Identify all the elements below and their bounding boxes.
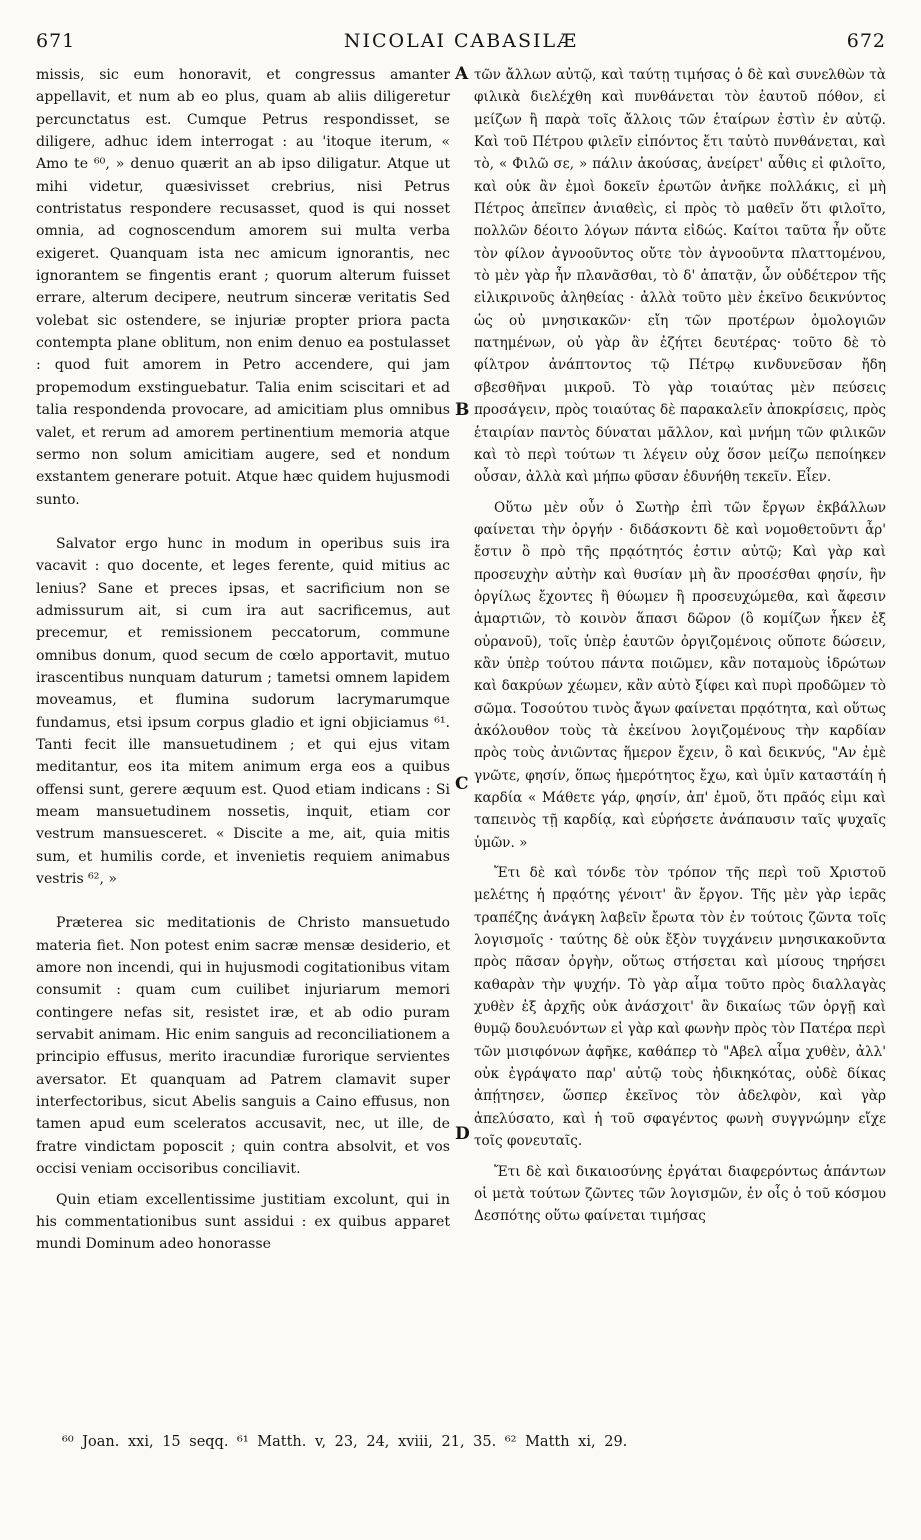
section-marker-b: B <box>455 400 470 420</box>
latin-paragraph: missis, sic eum honoravit, et congressus amanter appellavit, et num ab eo plus, quam ab aliis diligeretur percunctatus est. Cumque Petrus respondisset, se diligere, adhuc idem interrogat : au 'itoque iterum, « Amo te ⁶⁰, » denuo quærit an ab ipso diligatur. Atque ut mihi videtur, quæsivisset crebrius, nisi Petrus contristatus respondere recusasset, quod is qui nosset omnia, ad cognoscendum amorem sui multa verba exigeret. Quanquam ista nec amicum ignorantis, nec ignorantem se fingentis erant ; quorum alterum fuisset errare, alterum decipere, neutrum sinceræ veritatis Sed volebat sic ostendere, se injuriæ propter priora pacta contempta plane oblitum, non enim denuo ea postulasset : quod fuit amorem in Petro accendere, qui jam propemodum exstinguebatur. Talia enim sciscitari et ad talia respondenda provocare, ad amicitiam plus omnibus valet, et rerum ad amorem pertinentium memoria atque sermo non solum amicitiam augere, sed et nondum exstantem generare potuit. Atque hæc quidem hujusmodi sunto. <box>36 67 450 508</box>
greek-paragraph: Ἔτι δὲ καὶ τόνδε τὸν τρόπον τῆς περὶ τοῦ Χριστοῦ μελέτης ἡ πρᾳότης γένοιτ' ἂν ἔργον. Τῆς μὲν γὰρ ἱερᾶς τραπέζης ἀνάγκη λαβεῖν ἔρωτα τὸν ἐν τούτοις ζῶντα τοῖς λογισμοῖς · ταύτης δὲ οὐκ ἔξὸν τυγχάνειν μνησικακοῦντα πρὸς πᾶσαν ὀργὴν, οὕτως στήσεται καὶ μίσους τηρήσει καθαρὰν τὴν ψυχήν. Τὸ γὰρ αἷμα τοῦτο πρὸς διαλλαγὰς χυθὲν ἐξ ἀρχῆς οὐκ ἀνάσχοιτ' ἂν δικαίως τῶν ὀργῇ καὶ θυμῷ δουλευόντων εἰ γὰρ καὶ φωνὴν πρὸς τὸν Πατέρα περὶ τῶν μισιφόνων ἀφῆκε, καθάπερ τὸ "Αβελ αἷμα χυθὲν, ἀλλ' οὐκ ἐγράψατο παρ' αὐτῷ τοὺς ἠδικηκότας, οὐδὲ δίκας ἀπῄτησεν, ὥσπερ ἐκεῖνος τὸν ἀδελφὸν, καὶ γὰρ ἀπελύσατο, καὶ ἡ τοῦ σφαγέντος φωνὴ συγγνώμην εἴχε τοῖς φονευταῖς. <box>474 865 886 1150</box>
greek-paragraph: Οὕτω μὲν οὖν ὁ Σωτὴρ ἐπὶ τῶν ἔργων ἐκβάλλων φαίνεται τὴν ὀργήν · διδάσκοντι δὲ καὶ νομοθετοῦντι ἆρ' ἔστιν ὃ πρὸ τῆς πρᾳότητός ἐστιν αὐτῷ; Καὶ γὰρ καὶ προσευχὴν αὐτὴν καὶ θυσίαν μὴ ἂν προσέσθαι φησίν, ἣν ὀργίλως ἔχοντες ἢ θύωμεν ἢ προσευχώμεθα, καὶ ἄφεσιν ἁμαρτιῶν, τὸ κοινὸν ἅπασι δῶρον (ὃ κομίζων ἧκεν ἐξ οὐρανοῦ), τοῖς ὑπὲρ ἑαυτῶν ὀργιζομένοις οὔποτε δώσειν, κἂν ὑπὲρ τούτου πάντα ποιῶμεν, κἂν ποταμοὺς ἱδρώτων καὶ δακρύων χέωμεν, κἂν αὐτὸ ξίφει καὶ πυρὶ προδῶμεν τὸ σῶμα. Τοσούτου τινὸς ἄγων φαίνεται πρᾳότητα, καὶ οὕτως ἀκόλουθον τοὺς τὰ ἐκείνου λογιζομένους τὴν καρδίαν πρὸς τοὺς ἀνιῶντας ἥμερον ἔχειν, ὃ καὶ δεικνύς, "Αν ἐμὲ γνῶτε, φησίν, ὅπως ἡμερότητος ἔχω, καὶ ὑμῖν καταστάίη ἡ καρδία « Μάθετε γάρ, φησίν, ἀπ' ἐμοῦ, ὅτι πρᾶός εἰμι καὶ ταπεινὸς τῇ καρδίᾳ, καὶ εὑρήσετε ἀνάπαυσιν ταῖς ψυχαῖς ὑμῶν. » <box>474 499 886 851</box>
section-marker-c: C <box>455 774 469 794</box>
page-number-right: 672 <box>846 30 886 52</box>
greek-column <box>474 64 886 1228</box>
greek-paragraph: Ἔτι δὲ καὶ δικαιοσύνης ἐργάται διαφερόντως ἁπάντων οἱ μετὰ τούτων ζῶντες τῶν λογισμῶν, ἐν οἷς ὁ τοῦ κόσμου Δεσπότης οὕτω φαίνεται τιμήσας <box>474 1163 886 1225</box>
greek-paragraph: τῶν ἄλλων αὐτῷ, καὶ ταύτῃ τιμήσας ὁ δὲ καὶ συνελθὼν τὰ φιλικὰ διελέχθη καὶ πυνθάνεται τὸν ἑαυτοῦ πόθον, εἰ μείζων ἢ παρὰ τοῖς ἄλλοις τῶν ἑταίρων ἐστὶν ἐν αὐτῷ. Καὶ τοῦ Πέτρου φιλεῖν εἰπόντος ἔτι ταὐτὸ πυνθάνεται, καὶ τὸ, « Φιλῶ σε, » πάλιν ἀκούσας, ἀνείρετ' αὖθις εἰ φιλοῖτο, καὶ οὐκ ἂν ἐμοὶ δοκεῖν ἐρωτῶν ἀνῆκε πολλάκις, εἰ μὴ Πέτρος ἀπεῖπεν ἀνιαθεὶς, εἰ πρὸς τὸ μαθεῖν ὅτι φιλοῖτο, πολλῶν δέοιτο λόγων πάντα εἰδώς. Καίτοι ταῦτα ἦν οὔτε τὸν φίλον ἀγνοοῦντος οὔτε τὸν ἀγνοοῦντα πλαττομένου, τὸ μὲν γὰρ ἦν πλανᾶσθαι, τὸ δ' ἀπατᾷν, ὧν οὐδέτερον τῆς εἰλικρινοῦς ἀληθείας · ἀλλὰ τοῦτο μὲν ἐκεῖνο δεικνύντος ὡς οὐ μνησικακῶν· εἴη τῶν προτέρων ὁμολογιῶν πατημένων, οὐ γὰρ ἂν ἐζήτει δευτέρας· τοῦτο δὲ τὸ φίλτρον ἀνάπτοντος τῷ Πέτρῳ κινδυνεῦσαν ἤδη σβεσθῆναι μικροῦ. Τὸ γὰρ τοιαύτας μὲν πεύσεις προσάγειν, πρὸς τοιαύτας δὲ παρακαλεῖν ἀποκρίσεις, πρὸς ἑταιρίαν παντὸς δύναται μᾶλλον, καὶ μνήμη τῶν φιλικῶν καὶ τὸ περὶ τούτων τι λέγειν οὐχ ὅσον μείζω πεποίηκεν οὖσαν, ἀλλὰ καὶ μήπω φῦσαν ἐδυνήθη τεκεῖν. Εἶεν. <box>474 67 886 486</box>
footnotes: ⁶⁰ Joan. xxi, 15 seqq. ⁶¹ Matth. v, 23, 24, xviii, 21, 35. ⁶² Matth xi, 29. <box>62 1434 628 1450</box>
running-title: NICOLAI CABASILÆ <box>343 30 579 52</box>
page-number-left: 671 <box>36 30 76 52</box>
latin-column <box>36 64 450 1256</box>
section-marker-a: A <box>455 64 469 84</box>
section-marker-d: D <box>455 1124 470 1144</box>
page-header <box>36 30 886 56</box>
latin-paragraph: Salvator ergo hunc in modum in operibus suis ira vacavit : quo docente, et leges ferente, quid mitius ac lenius? Sane et preces ipsas, et sacrificium non se admissurum ait, si cum ira aut sacrificemus, aut precemur, et remissionem peccatorum, commune omnibus donum, quod secum de cœlo apportavit, mutuo irascentibus nunquam daturum ; tametsi omnem lapidem moveamus, et flumina sudorum lacrymarumque fundamus, etsi ipsum corpus gladio et igni objiciamus ⁶¹. Tanti fecit ille mansuetudinem ; et qui ejus vitam meditantur, eos ita mitem animum erga eos a quibus offensi sunt, gerere æquum est. Quod etiam indicans : Si meam mansuetudinem nossetis, inquit, etiam cor vestrum mansuesceret. « Discite a me, ait, quia mitis sum, et humilis corde, et invenietis requiem animabus vestris ⁶², » <box>36 535 450 888</box>
latin-paragraph: Quin etiam excellentissime justitiam excolunt, qui in his commentationibus sunt assidui : ex quibus apparet mundi Dominum adeo honorasse <box>36 1191 450 1253</box>
latin-paragraph: Præterea sic meditationis de Christo mansuetudo materia fiet. Non potest enim sacræ mensæ desiderio, et amore non incendi, qui in hujusmodi cogitationibus vitam consumit : quam cum cuilibet injuriarum memori contingere nefas sit, resistet iræ, et ab odio puram servabit animam. Hic enim sanguis ad reconciliationem a principio effusus, merito iracundiæ furorique servientes aversator. Et quanquam ad Patrem clamavit super interfectoribus, sicut Abelis sanguis a Caino effusus, non tamen apud eum sceleratos accusavit, nec, ut ille, de fratre vindictam poposcit ; quin contra absolvit, et vos occisi veniam occisoribus conciliavit. <box>36 915 450 1178</box>
